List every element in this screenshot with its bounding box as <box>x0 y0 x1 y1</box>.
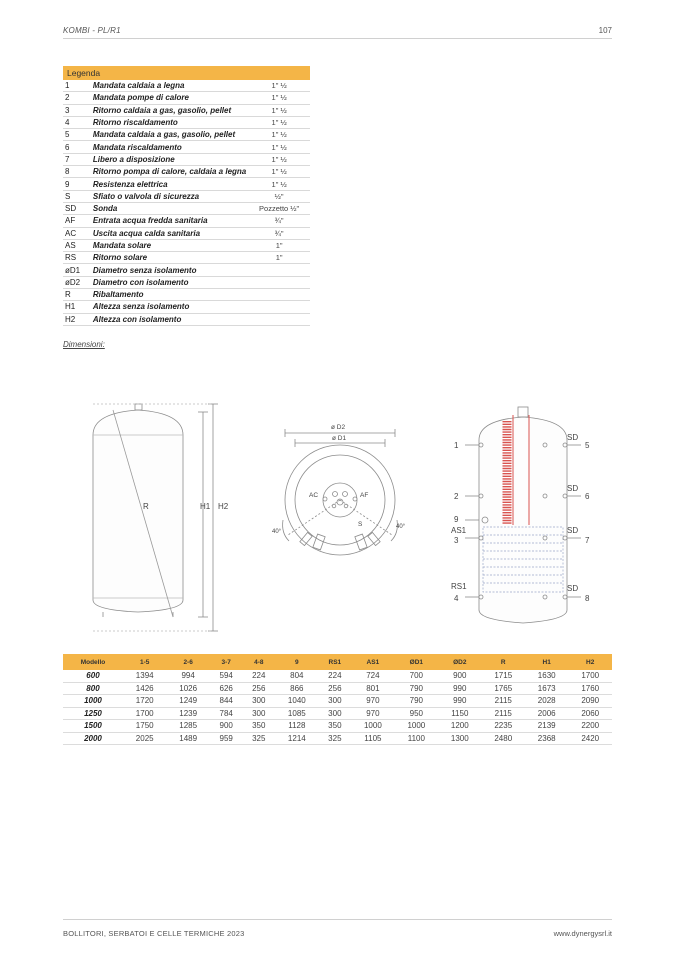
legend-value: 1" ½ <box>248 80 310 92</box>
legend-description: Diametro senza isolamento <box>91 264 248 276</box>
table-row <box>63 695 612 708</box>
column-header: Modello <box>63 654 123 670</box>
table-cell: 1700 <box>123 707 166 720</box>
table-cell: 970 <box>351 695 394 708</box>
legend-code: 8 <box>63 166 91 178</box>
column-header: ØD1 <box>395 654 438 670</box>
table-cell: 224 <box>242 670 275 682</box>
legend-row <box>63 239 310 251</box>
footer-catalog-title: BOLLITORI, SERBATOI E CELLE TERMICHE 2023 <box>63 929 245 938</box>
dimensions-body <box>63 670 612 745</box>
column-header: 4-8 <box>242 654 275 670</box>
column-header: 1-5 <box>123 654 166 670</box>
table-cell: 994 <box>166 670 209 682</box>
legend-description: Mandata solare <box>91 239 248 251</box>
legend-value: ¾" <box>248 215 310 227</box>
footer-divider <box>63 919 612 920</box>
column-header: 3-7 <box>210 654 243 670</box>
legend-description: Sonda <box>91 202 248 214</box>
model-cell: 800 <box>63 682 123 695</box>
table-cell: 1760 <box>568 682 612 695</box>
table-cell: 790 <box>395 695 438 708</box>
table-cell: 1249 <box>166 695 209 708</box>
table-cell: 1100 <box>395 732 438 745</box>
table-cell: 1214 <box>275 732 318 745</box>
legend-value: 1" ½ <box>248 153 310 165</box>
table-cell: 350 <box>319 720 352 733</box>
table-cell: 1300 <box>438 732 481 745</box>
section-label-as1: AS1 <box>451 526 467 535</box>
section-label-5: 5 <box>585 441 590 450</box>
table-cell: 2368 <box>525 732 568 745</box>
table-cell: 844 <box>210 695 243 708</box>
section-label-1: 1 <box>454 441 459 450</box>
table-cell: 1000 <box>395 720 438 733</box>
table-cell: 2090 <box>568 695 612 708</box>
table-cell: 325 <box>242 732 275 745</box>
column-header: 9 <box>275 654 318 670</box>
model-cell: 2000 <box>63 732 123 745</box>
legend-description: Mandata riscaldamento <box>91 141 248 153</box>
legend-value: ¾" <box>248 227 310 239</box>
table-cell: 804 <box>275 670 318 682</box>
legend-row <box>63 215 310 227</box>
legend-description: Mandata pompe di calore <box>91 92 248 104</box>
table-cell: 2115 <box>482 695 525 708</box>
legend-description: Entrata acqua fredda sanitaria <box>91 215 248 227</box>
document-title: KOMBI - PL/R1 <box>63 26 121 35</box>
table-row <box>63 682 612 695</box>
top-label-angle-right: 40° <box>396 524 406 530</box>
legend-value: ½" <box>248 190 310 202</box>
column-header: AS1 <box>351 654 394 670</box>
table-cell: 990 <box>438 695 481 708</box>
table-cell: 900 <box>210 720 243 733</box>
section-label-7: 7 <box>585 536 590 545</box>
legend-value <box>248 264 310 276</box>
side-label-h1: H1 <box>200 502 211 511</box>
table-cell: 950 <box>395 707 438 720</box>
table-cell: 2480 <box>482 732 525 745</box>
legend-row <box>63 153 310 165</box>
section-label-8: 8 <box>585 594 590 603</box>
table-cell: 970 <box>351 707 394 720</box>
side-view <box>93 404 218 631</box>
legend-value: 1" ½ <box>248 178 310 190</box>
table-cell: 2139 <box>525 720 568 733</box>
column-header: R <box>482 654 525 670</box>
table-cell: 1630 <box>525 670 568 682</box>
table-cell: 325 <box>319 732 352 745</box>
model-cell: 600 <box>63 670 123 682</box>
legend-code: RS <box>63 252 91 264</box>
table-cell: 350 <box>242 720 275 733</box>
legend-row <box>63 276 310 288</box>
legend-value <box>248 289 310 301</box>
legend-row <box>63 141 310 153</box>
table-cell: 1715 <box>482 670 525 682</box>
table-cell: 990 <box>438 682 481 695</box>
legend-code: R <box>63 289 91 301</box>
legend-description: Libero a disposizione <box>91 153 248 165</box>
table-cell: 1150 <box>438 707 481 720</box>
table-cell: 1200 <box>438 720 481 733</box>
legend-code: 4 <box>63 116 91 128</box>
section-label-6: 6 <box>585 492 590 501</box>
table-cell: 1750 <box>123 720 166 733</box>
table-cell: 300 <box>319 707 352 720</box>
table-cell: 1394 <box>123 670 166 682</box>
legend-row <box>63 80 310 92</box>
legend-code: øD2 <box>63 276 91 288</box>
table-cell: 2115 <box>482 707 525 720</box>
legend-code: H2 <box>63 313 91 325</box>
legend-row <box>63 227 310 239</box>
page-number: 107 <box>598 26 612 35</box>
column-header: ØD2 <box>438 654 481 670</box>
table-cell: 2235 <box>482 720 525 733</box>
legend-description: Ritorno solare <box>91 252 248 264</box>
model-cell: 1250 <box>63 707 123 720</box>
dimensions-table <box>63 654 612 745</box>
table-cell: 1026 <box>166 682 209 695</box>
legend-description: Diametro con isolamento <box>91 276 248 288</box>
table-cell: 900 <box>438 670 481 682</box>
header-divider <box>63 38 612 39</box>
table-cell: 1085 <box>275 707 318 720</box>
section-label-3: 3 <box>454 536 459 545</box>
legend-row <box>63 92 310 104</box>
column-header: RS1 <box>319 654 352 670</box>
legend-code: H1 <box>63 301 91 313</box>
table-cell: 1285 <box>166 720 209 733</box>
side-label-r: R <box>143 502 149 511</box>
table-cell: 1426 <box>123 682 166 695</box>
dimensions-label: Dimensioni: <box>63 340 105 349</box>
legend-description: Mandata caldaia a legna <box>91 80 248 92</box>
top-label-d2: ø D2 <box>331 424 346 431</box>
legend-value: 1" ½ <box>248 92 310 104</box>
legend-value <box>248 301 310 313</box>
legend-code: 9 <box>63 178 91 190</box>
section-label-4: 4 <box>454 594 459 603</box>
legend-row <box>63 313 310 325</box>
table-cell: 959 <box>210 732 243 745</box>
top-view <box>283 429 398 555</box>
table-cell: 300 <box>242 695 275 708</box>
table-cell: 1700 <box>568 670 612 682</box>
top-label-ac: AC <box>309 492 319 499</box>
legend-description: Ritorno riscaldamento <box>91 116 248 128</box>
section-label-sd-4: SD <box>567 584 579 593</box>
dimensions-header-row <box>63 654 612 670</box>
side-label-h2: H2 <box>218 502 229 511</box>
table-cell: 594 <box>210 670 243 682</box>
legend-description: Altezza con isolamento <box>91 313 248 325</box>
legend-row <box>63 178 310 190</box>
legend-code: 1 <box>63 80 91 92</box>
legend-row <box>63 129 310 141</box>
column-header: 2-6 <box>166 654 209 670</box>
legend-code: 7 <box>63 153 91 165</box>
legend-value: 1" ½ <box>248 104 310 116</box>
section-label-sd-2: SD <box>567 484 579 493</box>
legend-body <box>63 80 310 325</box>
model-cell: 1000 <box>63 695 123 708</box>
section-label-sd-1: SD <box>567 433 579 442</box>
legend-row <box>63 202 310 214</box>
legend-row <box>63 116 310 128</box>
table-cell: 1673 <box>525 682 568 695</box>
legend-row <box>63 104 310 116</box>
table-cell: 2200 <box>568 720 612 733</box>
legend-description: Resistenza elettrica <box>91 178 248 190</box>
legend-value: 1" ½ <box>248 141 310 153</box>
table-cell: 784 <box>210 707 243 720</box>
table-cell: 256 <box>319 682 352 695</box>
table-cell: 801 <box>351 682 394 695</box>
section-label-9: 9 <box>454 515 459 524</box>
table-cell: 1128 <box>275 720 318 733</box>
legend-value: 1" <box>248 252 310 264</box>
legend-code: 5 <box>63 129 91 141</box>
legend-value: 1" ½ <box>248 116 310 128</box>
legend-row <box>63 289 310 301</box>
legend-row <box>63 301 310 313</box>
legend-value: 1" <box>248 239 310 251</box>
section-label-sd-3: SD <box>567 526 579 535</box>
table-cell: 700 <box>395 670 438 682</box>
table-cell: 300 <box>319 695 352 708</box>
table-cell: 1765 <box>482 682 525 695</box>
legend-code: 3 <box>63 104 91 116</box>
legend-value <box>248 276 310 288</box>
table-cell: 1239 <box>166 707 209 720</box>
legend-title: Legenda <box>63 66 310 80</box>
technical-drawing <box>63 395 613 640</box>
legend-row <box>63 252 310 264</box>
legend-code: AF <box>63 215 91 227</box>
column-header: H1 <box>525 654 568 670</box>
legend-description: Ribaltamento <box>91 289 248 301</box>
table-cell: 2006 <box>525 707 568 720</box>
table-cell: 1489 <box>166 732 209 745</box>
table-row <box>63 720 612 733</box>
legend-code: SD <box>63 202 91 214</box>
table-cell: 1040 <box>275 695 318 708</box>
legend-value: Pozzetto ½" <box>248 202 310 214</box>
legend-value: 1" ½ <box>248 129 310 141</box>
legend-description: Ritorno pompa di calore, caldaia a legna <box>92 167 247 177</box>
section-view <box>465 407 581 623</box>
table-cell: 724 <box>351 670 394 682</box>
legend-table <box>63 66 310 326</box>
table-cell: 790 <box>395 682 438 695</box>
table-cell: 256 <box>242 682 275 695</box>
table-cell: 866 <box>275 682 318 695</box>
top-label-d1: ø D1 <box>332 435 347 442</box>
model-cell: 1500 <box>63 720 123 733</box>
footer-website: www.dynergysrl.it <box>553 929 612 938</box>
table-cell: 300 <box>242 707 275 720</box>
legend-description: Uscita acqua calda sanitaria <box>91 227 248 239</box>
table-cell: 1000 <box>351 720 394 733</box>
legend-row <box>63 166 310 178</box>
table-cell: 2420 <box>568 732 612 745</box>
table-cell: 2028 <box>525 695 568 708</box>
legend-value: 1" ½ <box>248 166 310 178</box>
table-row <box>63 670 612 682</box>
legend-code: 2 <box>63 92 91 104</box>
top-label-angle-left: 40° <box>272 529 282 535</box>
table-cell: 2025 <box>123 732 166 745</box>
legend-code: 6 <box>63 141 91 153</box>
top-label-af: AF <box>360 492 369 499</box>
legend-description: Ritorno caldaia a gas, gasolio, pellet <box>91 104 248 116</box>
legend-description: Sfiato o valvola di sicurezza <box>91 190 248 202</box>
legend-code: S <box>63 190 91 202</box>
legend-code: øD1 <box>63 264 91 276</box>
table-cell: 626 <box>210 682 243 695</box>
legend-row <box>63 190 310 202</box>
table-cell: 224 <box>319 670 352 682</box>
table-row <box>63 732 612 745</box>
legend-description: Mandata caldaia a gas, gasolio, pellet <box>91 129 248 141</box>
legend-code: AC <box>63 227 91 239</box>
legend-row <box>63 264 310 276</box>
table-cell: 1105 <box>351 732 394 745</box>
legend-description: Altezza senza isolamento <box>91 301 248 313</box>
table-cell: 1720 <box>123 695 166 708</box>
section-label-rs1: RS1 <box>451 582 467 591</box>
column-header: H2 <box>568 654 612 670</box>
section-label-2: 2 <box>454 492 459 501</box>
legend-code: AS <box>63 239 91 251</box>
table-cell: 2060 <box>568 707 612 720</box>
top-label-s: S <box>358 521 363 528</box>
table-row <box>63 707 612 720</box>
legend-value <box>248 313 310 325</box>
